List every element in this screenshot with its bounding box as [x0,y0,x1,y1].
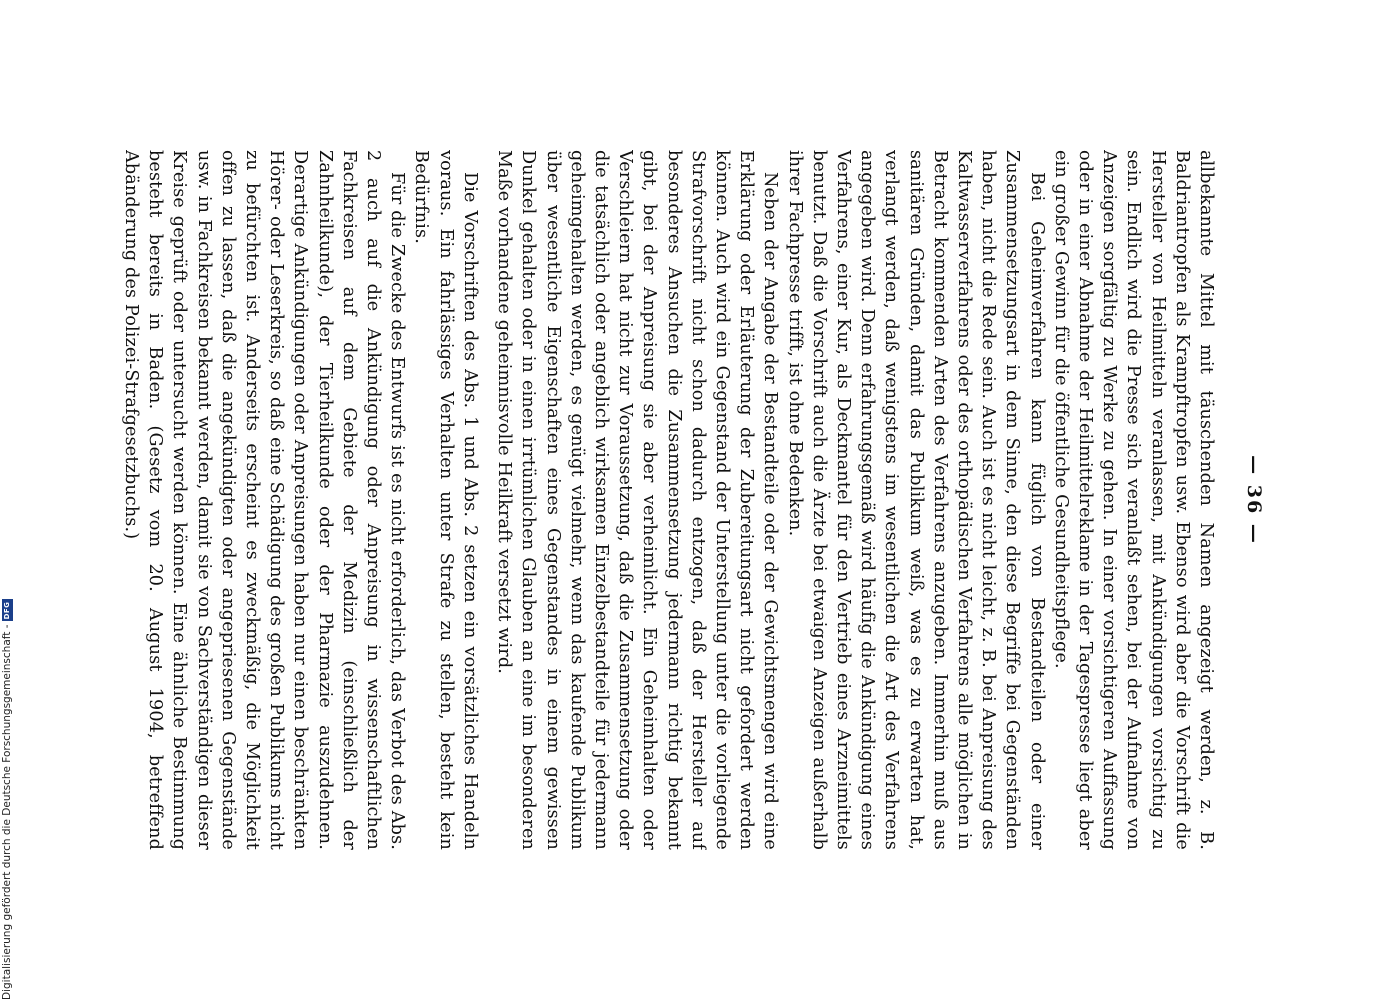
paragraph-2: Bei Geheimverfahren kann füglich von Bestandteilen oder einer Zusammensetzungsart in dem Sinne, den diese Begriffe bei Gegenständen haben, nicht die Rede sein. Auch ist es nicht leicht, z. B. bei Anpreisung des Kaltwasserverfahrens oder des orthopädischen Verfahrens alle möglichen in Betracht kommenden Arten des Verfahrens anzugeben. Immerhin muß aus sanitären Gründen, damit das Publikum weiß, was es zu erwarten hat, verlangt werden, daß wenigstens im wesentlichen die Art des Verfahrens angegeben wird. Denn erfahrungsgemäß wird häufig die Ankündigung eines Verfahrens, einer Kur, als Deckmantel für den Vertrieb eines Arzneimittels benutzt. Daß die Vorschrift auch die Ärzte bei etwaigen Anzeigen außerhalb ihrer Fachpresse trifft, ist ohne Bedenken. [784,150,1047,850]
paragraph-4: Die Vorschriften des Abs. 1 und Abs. 2 setzen ein vorsätzliches Handeln voraus. Ein fahrlässiges Verhalten unter Strafe zu stellen, besteht kein Bedürfnis. [411,150,480,850]
paragraph-1: allbekannte Mittel mit täuschenden Namen angezeigt werden, z. B. Baldriantropfen als Krampftropfen usw. Ebenso wird aber die Vorschrift die Hersteller von Heilmitteln veranlassen, mit Ankündigungen vorsichtig zu sein. Endlich wird die Presse sich veranlaßt sehen, bei der Aufnahme von Anzeigen sorgfältig zu Werke zu gehen. In einer vorsichtigeren Auffassung oder in einer Abnahme der Heilmittelreklame in der Tagespresse liegt aber ein großer Gewinn für die öffentliche Gesundheitspflege. [1050,150,1216,850]
paragraph-5: Für die Zwecke des Entwurfs ist es nicht erforderlich, das Verbot des Abs. 2 auch auf die Ankündigung oder Anpreisung in wissenschaftlichen Fachkreisen auf dem Gebiete der Medizin (einschließlich der Zahnheilkunde), der Tierheilkunde oder der Pharmazie auszudehnen. Derartige Ankündigungen oder Anpreisungen haben nur einen beschränkten Hörer- oder Leserkreis, so daß eine Schädigung des großen Publikums nicht zu befürchten ist. Anderseits erscheint es zweckmäßig, die Möglichkeit offen zu lassen, daß die angekündigten oder angepriesenen Gegenstände usw. in Fachkreisen bekannt werden, damit sie von Sachverständigen dieser Kreise geprüft oder untersucht werden können. Eine ähnliche Bestimmung besteht bereits in Baden. (Gesetz vom 20. August 1904, betreffend Abänderung des Polizei-Strafgesetzbuchs.) [121,150,408,850]
stamp-text: Digitalisierung gefördert durch die Deutsche Forschungsgemeinschaft - [1,624,13,1000]
digitization-stamp [1,599,13,1000]
body-text [118,150,1218,850]
paragraph-6 [118,150,119,850]
paragraph-3: Neben der Angabe der Bestandteile oder der Gewichtsmengen wird eine Erklärung oder Erläuterung der Zubereitungsart nicht gefordert werden können. Auch wird ein Gegenstand der Unterstellung unter die vorliegende Strafvorschrift nicht schon dadurch entzogen, daß der Hersteller auf besonderes Ansuchen die Zusammensetzung jedermann richtig bekannt gibt, bei der Anpreisung sie aber verheimlicht. Ein Geheimhalten oder Verschleiern hat nicht zur Voraussetzung, daß die Zusammensetzung oder die tatsächlich oder angeblich wirksamen Einzelbestandteile für jedermann geheimgehalten werden, es genügt vielmehr, wenn das kaufende Publikum über wesentliche Eigenschaften eines Gegenstandes in einem gewissen Dunkel gehalten oder in einen irrtümlichen Glauben an eine im besonderen Maße vorhandene geheimnisvolle Heilkraft versetzt wird. [494,150,781,850]
page-number: — 36 — [1243,455,1265,545]
dfg-logo-icon: DFG [2,599,13,621]
